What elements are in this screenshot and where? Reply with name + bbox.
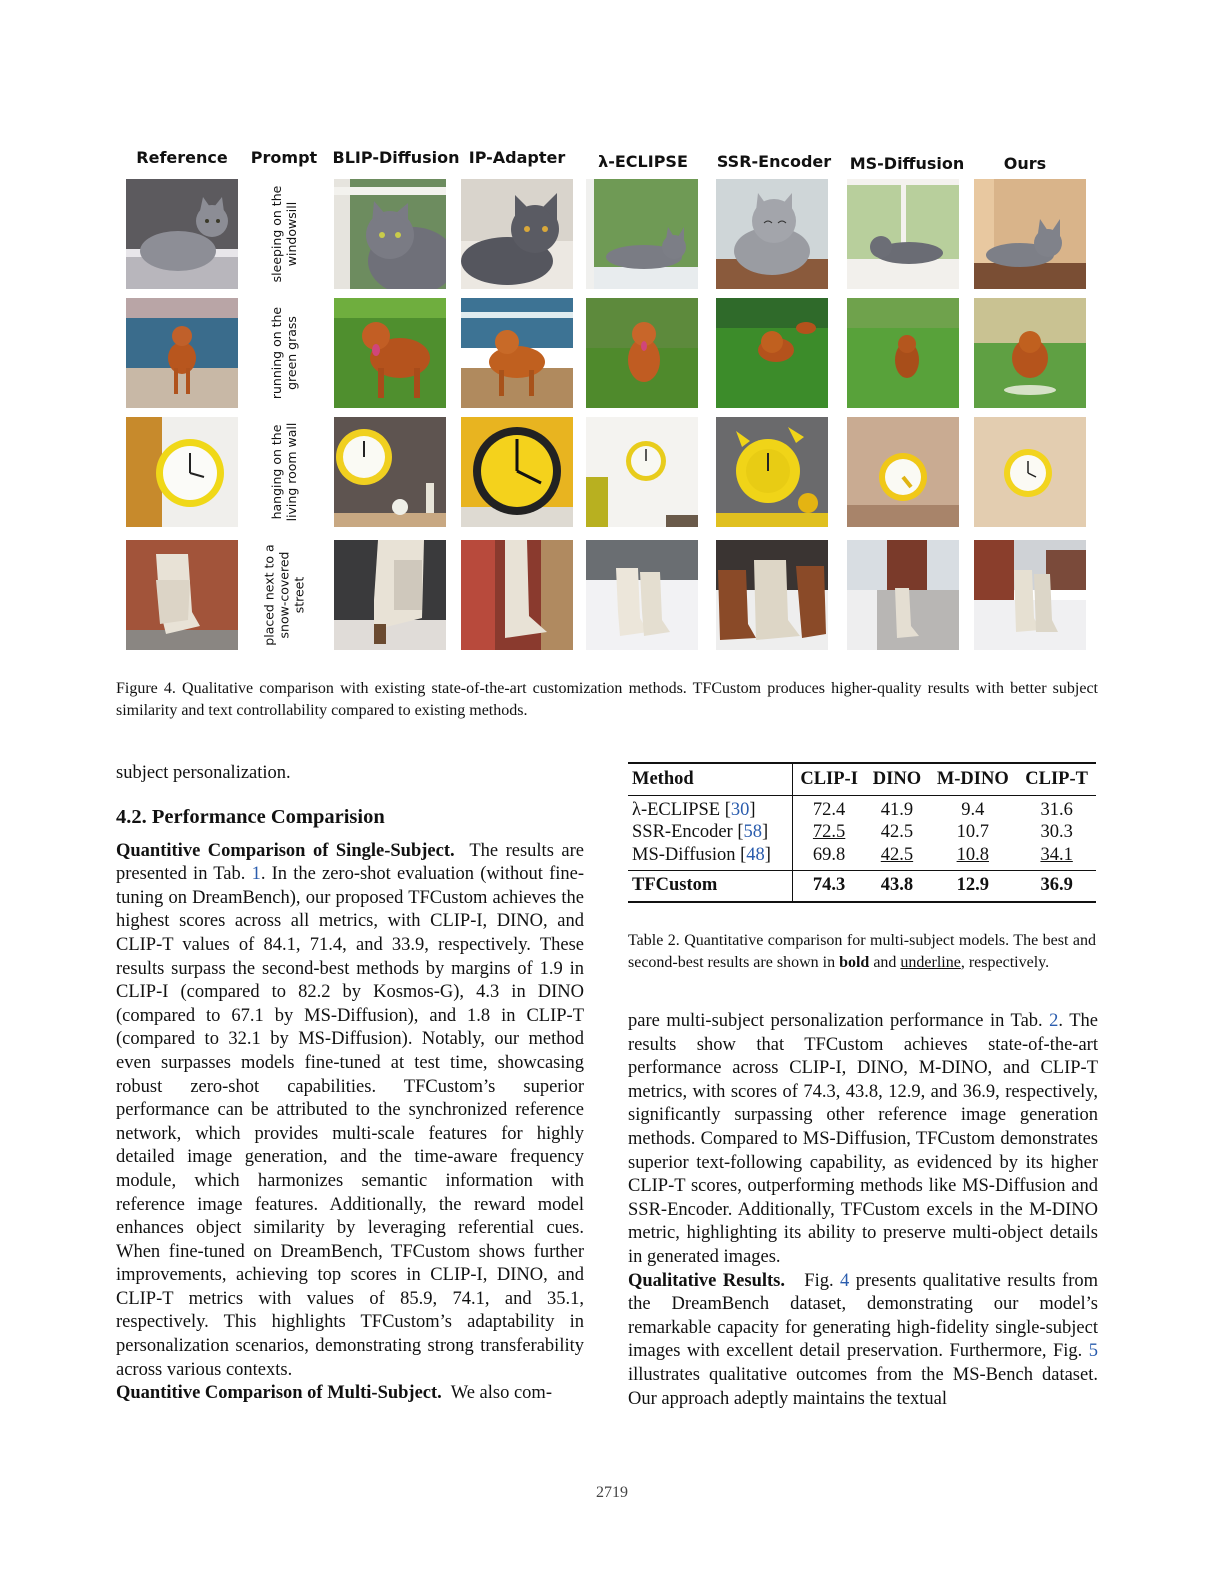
column-header-ip-adapter: IP-Adapter [468,148,566,167]
paragraph-text: The results are presented in Tab. [116,840,584,885]
paragraph-qualitative [628,1270,1098,1412]
citation-link[interactable]: 30 [730,799,750,820]
prompt-text: placed next to a snow-covered street [261,544,307,646]
prompt-text: sleeping on the windowsill [269,185,299,283]
cell-clip-t: 30.3 [1040,822,1073,842]
prompt-cell [254,179,314,289]
table-header-m-dino: M-DINO [936,768,1009,789]
cell-clip-i: 72.5 [812,822,846,842]
figure-caption: Figure 4. Qualitative comparison with existing state-of-the-art customization methods. TFCustom produces higher-quality results with better subject similarity and text controllability compared to existing methods. [116,680,1098,719]
prompt-cell [254,417,314,527]
prompt-cell [254,540,314,650]
cell-clip-t: 36.9 [1040,875,1073,896]
column-header-prompt: Prompt [250,148,318,167]
figure-ref-link[interactable]: 4 [840,1270,850,1291]
cell-m-dino: 9.4 [961,799,985,820]
cell-dino: 42.5 [880,844,914,865]
table-ref-link[interactable]: 1 [251,864,261,885]
paragraph-text: Fig. [804,1270,834,1291]
paragraph-text: illustrates qualitative outcomes from the MS-Bench dataset. Our approach adeptly maintains the textual [628,1364,1098,1409]
cell-m-dino: 12.9 [956,875,989,896]
method-cell: SSR-Encoder [58] [628,821,792,845]
reference-image-clock [126,417,238,527]
lambda-eclipse-image-cat [586,179,698,289]
figure-ref-link[interactable]: 5 [1088,1341,1099,1362]
ip-adapter-image-dog [461,298,573,408]
table-caption: Table 2. Quantitative comparison for multi-subject models. The best and second-best results are shown in bold and underline, respectively. [628,932,1096,971]
reference-image-boots [126,540,238,650]
cell-clip-t: 34.1 [1040,844,1073,865]
table-header-clip-t: CLIP-T [1025,768,1088,789]
method-cell: λ-ECLIPSE [30] [628,795,792,821]
section-title: 4.2. Performance Comparision [116,805,385,828]
column-header-ssr-encoder: SSR-Encoder [716,152,832,171]
cell-m-dino: 10.8 [956,844,989,865]
blip-diffusion-image-cat [334,179,446,289]
prompt-text: running on the green grass [269,306,299,400]
table-header-method: Method [628,763,792,795]
ssr-encoder-image-cat [716,179,828,289]
table-2 [628,762,1096,903]
column-header-blip-diffusion: BLIP-Diffusion [332,148,460,167]
lambda-eclipse-image-boots [586,540,698,650]
paragraph-multi-subject [116,1382,584,1406]
table-row [628,845,1096,871]
paragraph-text: . In the zero-shot evaluation (without fine-tuning on DreamBench), our proposed TFCustom achieves the highest scores across all metrics, with CLIP-I, DINO, and CLIP-T values of 84.1, 71.4, and 33.9, respectively. These results surpass the second-best methods by margins of 1.9 in CLIP-I (compared to 82.2 by Kosmos-G), 4.3 in DINO (compared to 67.1 by MS-Diffusion), and 1.8 in CLIP-T (compared to 32.1 by MS-Diffusion). Notably, our method even surpasses models fine-tuned at test time, showcasing robust zero-shot capabilities. TFCustom’s superior performance can be attributed to the synchronized reference network, which provides multi-scale features for highly detailed image generation, and the time-aware frequency module, which harmonizes semantic information with reference image features. Additionally, the reward model enhances object similarity by leveraging referential cues. When fine-tuned on DreamBench, TFCustom shows further improvements, achieving top scores in CLIP-I, DINO, and CLIP-T metrics with values of 85.9, 74.1, and 35.1, respectively. This highlights TFCustom’s adaptability in personalization scenarios, demonstrating strong transferability across various contexts. [116,864,585,1380]
page-number: 2719 [596,1484,628,1501]
paragraph-title: Qualitative Results. [628,1270,785,1291]
paragraph-multi-subject-cont [628,1010,1098,1270]
citation-link[interactable]: 58 [743,822,763,842]
cell-dino: 43.8 [880,875,914,896]
paragraph-text: presents qualitative results from the DreamBench dataset, demonstrating our model’s remarkable capacity for generating high-fidelity single-subject images with excellent detail preservation. Furthermore, Fig. [628,1270,1098,1362]
cell-clip-i: 69.8 [812,844,846,865]
ms-diffusion-image-clock [847,417,959,527]
cell-dino: 41.9 [880,799,914,820]
paragraph-single-subject [116,840,584,1383]
paragraph-text: . The results show that TFCustom achieves state-of-the-art performance across CLIP-I, DINO, M-DINO, and CLIP-T metrics, with scores of 74.3, 43.8, 12.9, and 36.9, respectively, significantly surpassing other reference image generation methods. Compared to MS-Diffusion, TFCustom demonstrates superior text-following capability, as evidenced by its higher CLIP-T scores, outperforming methods like MS-Diffusion and SSR-Encoder. Additionally, TFCustom excels in the M-DINO metric, highlighting its ability to preserve multi-object details in generated images. [628,1011,1098,1267]
blip-diffusion-image-clock [334,417,446,527]
column-header-ours: Ours [1003,154,1047,173]
ms-diffusion-image-boots [847,540,959,650]
method-cell: MS-Diffusion [48] [628,845,792,871]
ours-image-clock [974,417,1086,527]
left-column [116,762,584,1406]
ssr-encoder-image-dog [716,298,828,408]
table-header-dino: DINO [872,768,922,789]
ssr-encoder-image-clock [716,417,828,527]
ip-adapter-image-boots [461,540,573,650]
paragraph-title: Quantitive Comparison of Multi-Subject. [116,1383,442,1404]
cell-clip-t: 31.6 [1040,799,1073,820]
lambda-eclipse-image-clock [586,417,698,527]
right-column [628,1010,1098,1411]
table-row-ours [628,870,1096,902]
paragraph-title: Quantitive Comparison of Single-Subject. [116,840,455,861]
ssr-encoder-image-boots [716,540,828,650]
cell-clip-i: 72.4 [812,799,846,820]
method-cell: TFCustom [628,870,792,902]
cell-dino: 42.5 [880,822,914,842]
column-header-ms-diffusion: MS-Diffusion [849,154,965,173]
lambda-eclipse-image-dog [586,298,698,408]
ms-diffusion-image-dog [847,298,959,408]
ours-image-boots [974,540,1086,650]
prompt-text: hanging on the living room wall [269,422,299,522]
prompt-cell [254,298,314,408]
column-header-reference: Reference [136,148,228,167]
column-header-lambda-eclipse: λ-ECLIPSE [598,152,688,171]
reference-image-dog [126,298,238,408]
ip-adapter-image-cat [461,179,573,289]
cell-m-dino: 10.7 [956,822,989,842]
table-row [628,821,1096,845]
table-header-clip-i: CLIP-I [800,768,858,789]
table-row [628,795,1096,821]
paragraph-continuation: subject personalization. [116,763,291,783]
blip-diffusion-image-boots [334,540,446,650]
table-ref-link[interactable]: 2 [1049,1011,1059,1031]
cell-clip-i: 74.3 [812,875,846,896]
reference-image-cat [126,179,238,289]
paragraph-text: pare multi-subject personalization performance in Tab. [628,1011,1043,1031]
ip-adapter-image-clock [461,417,573,527]
ours-image-dog [974,298,1086,408]
paragraph-text: We also com- [450,1383,552,1404]
citation-link[interactable]: 48 [746,844,765,865]
ms-diffusion-image-cat [847,179,959,289]
blip-diffusion-image-dog [334,298,446,408]
ours-image-cat [974,179,1086,289]
